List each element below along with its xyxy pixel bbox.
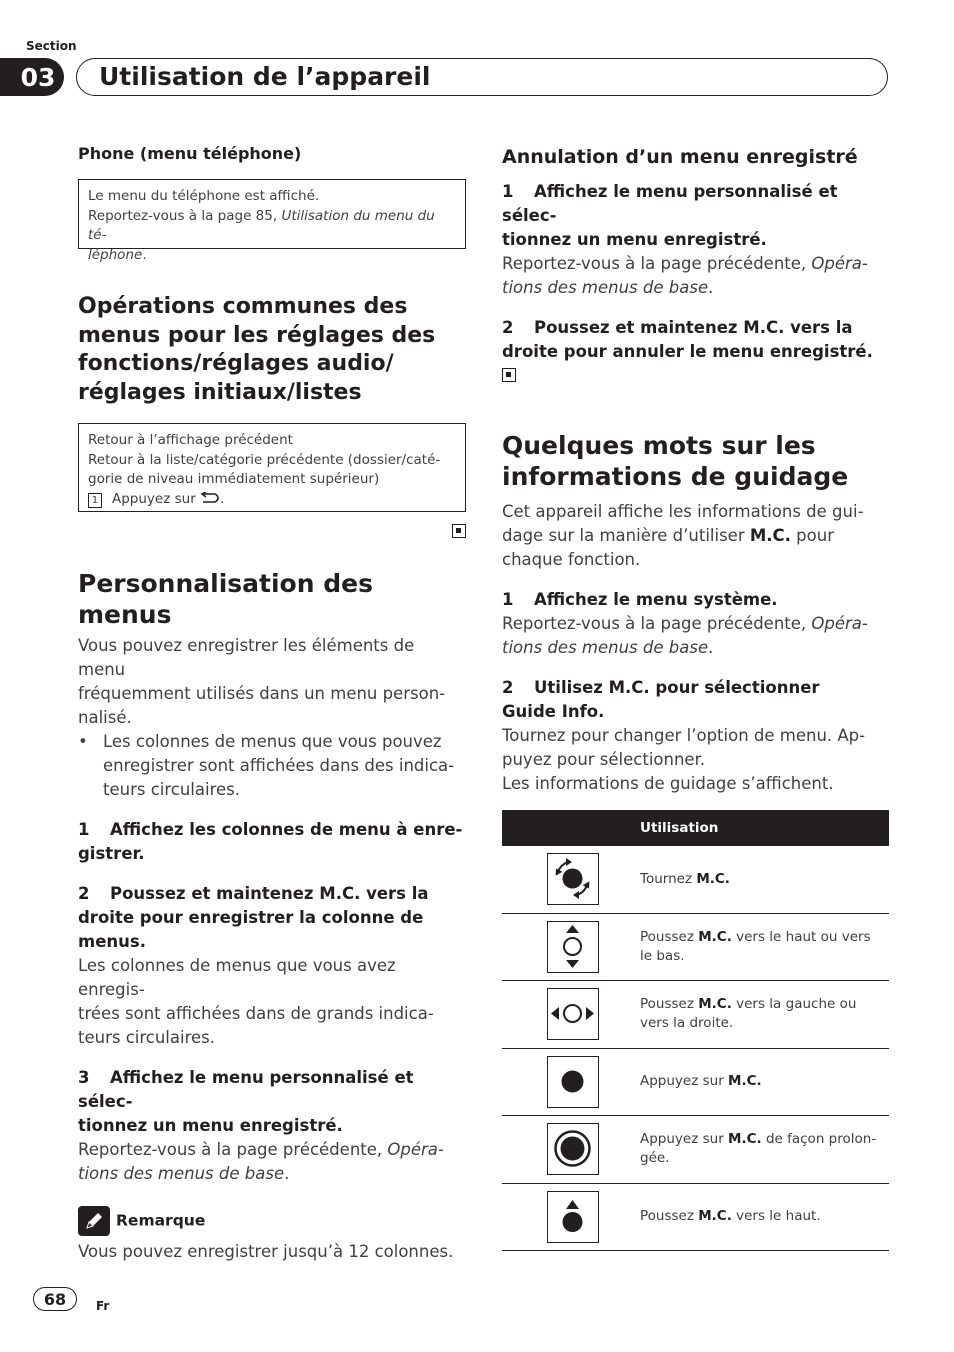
pencil-note-icon <box>78 1206 110 1236</box>
common-ops-heading: Opérations communes des menus pour les réglages des fonctions/réglages audio/ réglages initiaux/listes <box>78 294 436 405</box>
row-desc: Appuyez sur M.C. <box>639 1048 889 1116</box>
table-row <box>502 1116 889 1184</box>
row-desc: Appuyez sur M.C. de façon prolon- gée. <box>639 1116 889 1184</box>
table-row <box>502 981 889 1049</box>
table-row <box>502 1183 889 1251</box>
common-box-line: Retour à la liste/catégorie précédente (dossier/caté- <box>88 451 441 468</box>
row-desc: Tournez M.C. <box>639 846 889 913</box>
common-box-line: gorie de niveau immédiatement supérieur) <box>88 471 380 487</box>
customization-intro: Vous pouvez enregistrer les éléments de menu fréquemment utilisés dans un menu person- nalisé. <box>78 636 446 727</box>
push-up-icon <box>547 1191 599 1243</box>
phone-menu-heading: Phone (menu téléphone) <box>78 144 302 163</box>
phone-menu-box <box>78 179 466 263</box>
phone-box-line: léphone. <box>88 246 147 263</box>
bullet-mark: • <box>78 732 88 751</box>
section-number-badge: 03 <box>0 58 64 96</box>
table-row <box>502 913 889 981</box>
customization-bullet: • Les colonnes de menus que vous pouvez enregistrer sont affichées dans des indica- teurs circulaires. <box>78 730 466 802</box>
cancel-step-1-body: Reportez-vous à la page précédente, Opéra- tions des menus de base. <box>502 254 868 297</box>
cancel-step-2: 2 Poussez et maintenez M.C. vers la droite pour annuler le menu enregistré. <box>502 316 890 388</box>
push-left-right-icon <box>547 988 599 1040</box>
left-column <box>78 144 466 1264</box>
guidance-heading: Quelques mots sur les informations de guidage <box>502 431 849 491</box>
custom-step-3-body: Reportez-vous à la page précédente, Opéra- tions des menus de base. <box>78 1140 444 1183</box>
guidance-step-2: 2 Utilisez M.C. pour sélectionner Guide Info. <box>502 678 820 721</box>
operations-table <box>502 810 889 1251</box>
common-box-step: 1 Appuyez sur . <box>88 490 456 510</box>
table-header: Utilisation <box>502 810 889 846</box>
guidance-intro: Cet appareil affiche les informations de gui- dage sur la manière d’utiliser M.C. pour chaque fonction. <box>502 502 864 569</box>
step-number-box: 1 <box>88 493 102 508</box>
common-ops-box <box>78 423 466 512</box>
language-code: Fr <box>96 1299 110 1313</box>
press-hold-icon <box>547 1123 599 1175</box>
row-desc: Poussez M.C. vers le haut ou vers le bas. <box>639 913 889 981</box>
section-label: Section <box>26 39 77 53</box>
chapter-title: Utilisation de l’appareil <box>76 58 888 96</box>
guidance-step-2-body: Tournez pour changer l’option de menu. Ap- puyez pour sélectionner. Les informations de guidage s’affichent. <box>502 726 866 793</box>
phone-box-line: Le menu du téléphone est affiché. <box>88 188 320 204</box>
row-desc: Poussez M.C. vers le haut. <box>639 1183 889 1251</box>
rotate-icon <box>547 853 599 905</box>
note-text: Vous pouvez enregistrer jusqu’à 12 colonnes. <box>78 1242 454 1261</box>
phone-box-line: Reportez-vous à la page 85, Utilisation du menu du té- <box>88 207 435 243</box>
custom-step-2: 2 Poussez et maintenez M.C. vers la droite pour enregistrer la colonne de menus. <box>78 884 429 951</box>
cancel-step-1: 1 Affichez le menu personnalisé et sélec- tionnez un menu enregistré. <box>502 182 838 249</box>
table-row <box>502 1048 889 1116</box>
table-row <box>502 846 889 913</box>
end-mark-icon <box>502 368 516 382</box>
push-up-down-icon <box>547 921 599 973</box>
cancel-heading: Annulation d’un menu enregistré <box>502 146 858 168</box>
end-mark-icon <box>452 524 466 538</box>
custom-step-1: 1 Affichez les colonnes de menu à enre- gistrer. <box>78 820 463 863</box>
right-column <box>502 144 890 1251</box>
guidance-step-1-body: Reportez-vous à la page précédente, Opéra- tions des menus de base. <box>502 614 868 657</box>
row-desc: Poussez M.C. vers la gauche ou vers la droite. <box>639 981 889 1049</box>
custom-step-2-body: Les colonnes de menus que vous avez enregis- trées sont affichées dans de grands indica- teurs circulaires. <box>78 956 434 1047</box>
guidance-step-1: 1 Affichez le menu système. <box>502 590 778 609</box>
page-number: 68 <box>33 1287 77 1311</box>
common-box-line: Retour à l’affichage précédent <box>88 432 293 448</box>
customization-heading: Personnalisation des menus <box>78 569 373 629</box>
note-heading-row: Remarque <box>78 1206 466 1236</box>
press-icon <box>547 1056 599 1108</box>
back-arrow-icon <box>200 491 220 507</box>
custom-step-3: 3 Affichez le menu personnalisé et sélec- tionnez un menu enregistré. <box>78 1068 414 1135</box>
